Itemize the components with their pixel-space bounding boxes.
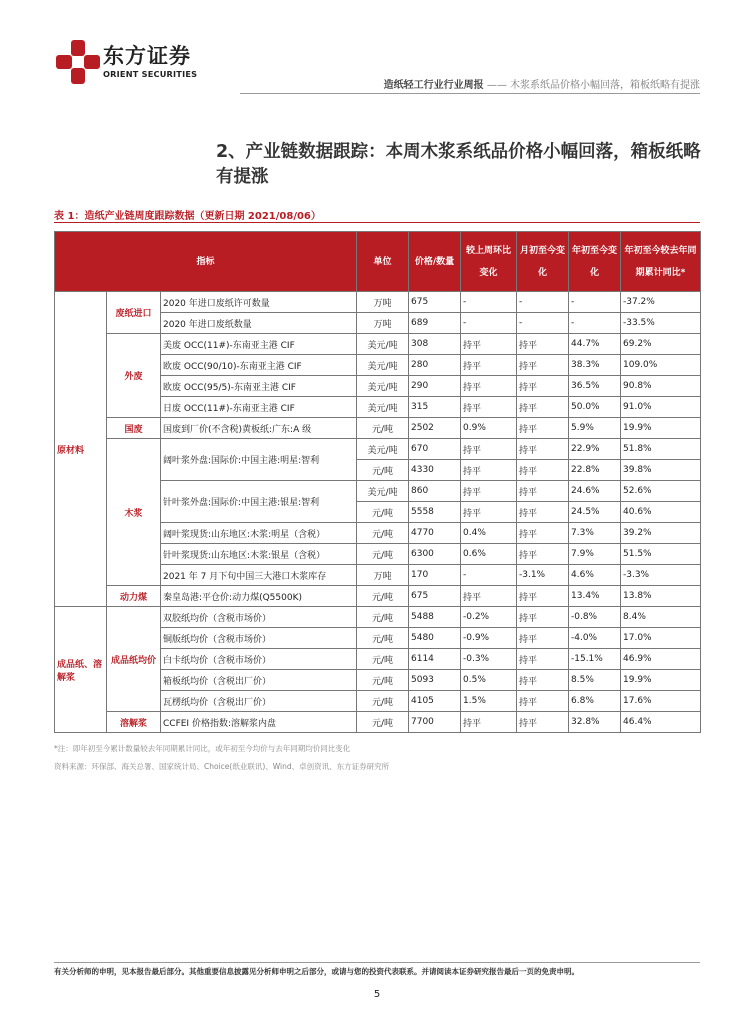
unit-cell: 元/吨 [357,460,409,481]
wow-cell: 持平 [461,334,517,355]
indicator-cell: 双胶纸均价（含税市场价） [161,607,357,628]
wow-cell: 持平 [461,712,517,733]
wow-cell: 持平 [461,502,517,523]
report-header [384,76,700,91]
table-caption: 表 1：造纸产业链周度跟踪数据（更新日期 2021/08/06） [54,211,321,222]
ytd-cell: 8.5% [569,670,621,691]
subgroup-label: 外废 [107,334,161,418]
wow-cell: - [461,292,517,313]
yoy-cell: 19.9% [621,670,701,691]
indicator-cell: 阔叶浆现货:山东地区:木浆:明星（含税） [161,523,357,544]
value-cell: 308 [409,334,461,355]
subgroup-label: 废纸进口 [107,292,161,334]
yoy-cell: 46.9% [621,649,701,670]
yoy-cell: -33.5% [621,313,701,334]
caption-divider [54,222,700,223]
ytd-cell: 13.4% [569,586,621,607]
yoy-cell: 69.2% [621,334,701,355]
ytd-cell: -0.8% [569,607,621,628]
ytd-cell: 6.8% [569,691,621,712]
mtd-cell: 持平 [517,712,569,733]
header-unit: 单位 [357,232,409,292]
mtd-cell: 持平 [517,439,569,460]
mtd-cell: 持平 [517,607,569,628]
unit-cell: 元/吨 [357,544,409,565]
wow-cell: 持平 [461,586,517,607]
unit-cell: 美元/吨 [357,376,409,397]
group-label: 成品纸、溶解浆 [55,607,107,733]
indicator-cell: 欧废 OCC(95/5)-东南亚主港 CIF [161,376,357,397]
mtd-cell: 持平 [517,481,569,502]
value-cell: 689 [409,313,461,334]
wow-cell: 持平 [461,460,517,481]
value-cell: 4105 [409,691,461,712]
unit-cell: 美元/吨 [357,439,409,460]
table-row [55,334,701,355]
yoy-cell: 52.6% [621,481,701,502]
footer-disclaimer: 有关分析师的申明，见本报告最后部分。其他重要信息披露见分析师申明之后部分，或请与您的投资代表联系。并请阅读本证券研究报告最后一页的免责申明。 [54,967,579,976]
ytd-cell: 22.9% [569,439,621,460]
wow-cell: 持平 [461,481,517,502]
wow-cell: -0.9% [461,628,517,649]
value-cell: 5488 [409,607,461,628]
page-number: 5 [373,989,381,1000]
indicator-cell: CCFEI 价格指数:溶解浆内盘 [161,712,357,733]
ytd-cell: - [569,313,621,334]
yoy-cell: 17.0% [621,628,701,649]
ytd-cell: 22.8% [569,460,621,481]
ytd-cell: 38.3% [569,355,621,376]
indicator-cell: 瓦楞纸均价（含税出厂价） [161,691,357,712]
wow-cell: 0.6% [461,544,517,565]
mtd-cell: -3.1% [517,565,569,586]
wow-cell: -0.2% [461,607,517,628]
wow-cell: -0.3% [461,649,517,670]
ytd-cell: 7.3% [569,523,621,544]
ytd-cell: 50.0% [569,397,621,418]
unit-cell: 元/吨 [357,712,409,733]
yoy-cell: 46.4% [621,712,701,733]
ytd-cell: 24.6% [569,481,621,502]
mtd-cell: 持平 [517,523,569,544]
unit-cell: 万吨 [357,313,409,334]
subgroup-label: 动力煤 [107,586,161,607]
indicator-cell: 2020 年进口废纸许可数量 [161,292,357,313]
unit-cell: 元/吨 [357,670,409,691]
report-type: 造纸轻工行业行业周报 [383,80,484,91]
value-cell: 315 [409,397,461,418]
header-mtd: 月初至今变化 [517,232,569,292]
table-note: *注：即年初至今累计数量较去年同期累计同比，或年初至今均价与去年同期均价同比变化 [54,744,351,753]
yoy-cell: 39.8% [621,460,701,481]
subgroup-label: 木浆 [107,439,161,586]
unit-cell: 元/吨 [357,607,409,628]
wow-cell: 0.4% [461,523,517,544]
yoy-cell: 13.8% [621,586,701,607]
group-label: 原材料 [55,292,107,607]
yoy-cell: -37.2% [621,292,701,313]
mtd-cell: 持平 [517,460,569,481]
yoy-cell: 90.8% [621,376,701,397]
mtd-cell: 持平 [517,397,569,418]
value-cell: 860 [409,481,461,502]
unit-cell: 元/吨 [357,586,409,607]
unit-cell: 美元/吨 [357,355,409,376]
mtd-cell: 持平 [517,355,569,376]
unit-cell: 元/吨 [357,523,409,544]
ytd-cell: 36.5% [569,376,621,397]
indicator-cell: 国废到厂价(不含税)黄板纸:广东:A 级 [161,418,357,439]
brand-name-cn: 东方证券 [103,44,191,68]
unit-cell: 元/吨 [357,628,409,649]
value-cell: 4330 [409,460,461,481]
header-separator: —— [483,80,510,91]
mtd-cell: - [517,292,569,313]
wow-cell: 0.5% [461,670,517,691]
header-yoy: 年初至今较去年同期累计同比* [621,232,701,292]
yoy-cell: 40.6% [621,502,701,523]
value-cell: 4770 [409,523,461,544]
indicator-cell: 白卡纸均价（含税市场价） [161,649,357,670]
unit-cell: 美元/吨 [357,334,409,355]
ytd-cell: 32.8% [569,712,621,733]
indicator-cell: 铜版纸均价（含税市场价） [161,628,357,649]
ytd-cell: -4.0% [569,628,621,649]
indicator-cell: 阔叶浆外盘:国际价:中国主港:明星:智利 [161,439,357,481]
data-source: 资料来源：环保部、海关总署、国家统计局、Choice(纸业联讯)、Wind、卓创资讯、东方证券研究所 [54,762,390,771]
indicator-cell: 2020 年进口废纸数量 [161,313,357,334]
ytd-cell: 7.9% [569,544,621,565]
unit-cell: 元/吨 [357,418,409,439]
value-cell: 2502 [409,418,461,439]
wow-cell: 0.9% [461,418,517,439]
section-title: 2、产业链数据跟踪：本周木浆系纸品价格小幅回落，箱板纸略有提涨 [216,142,701,187]
value-cell: 675 [409,292,461,313]
unit-cell: 美元/吨 [357,481,409,502]
value-cell: 170 [409,565,461,586]
table-row [55,586,701,607]
yoy-cell: 91.0% [621,397,701,418]
mtd-cell: 持平 [517,418,569,439]
unit-cell: 美元/吨 [357,397,409,418]
yoy-cell: 51.5% [621,544,701,565]
header-ytd: 年初至今变化 [569,232,621,292]
mtd-cell: 持平 [517,586,569,607]
table-row [55,292,701,313]
yoy-cell: 109.0% [621,355,701,376]
yoy-cell: 51.8% [621,439,701,460]
ytd-cell: 4.6% [569,565,621,586]
ytd-cell: 44.7% [569,334,621,355]
unit-cell: 元/吨 [357,691,409,712]
mtd-cell: 持平 [517,502,569,523]
indicator-cell: 欧废 OCC(90/10)-东南亚主港 CIF [161,355,357,376]
table-row [55,607,701,628]
table-row [55,418,701,439]
ytd-cell: - [569,292,621,313]
mtd-cell: 持平 [517,628,569,649]
yoy-cell: 39.2% [621,523,701,544]
unit-cell: 万吨 [357,292,409,313]
wow-cell: 持平 [461,397,517,418]
value-cell: 280 [409,355,461,376]
ytd-cell: 5.9% [569,418,621,439]
ytd-cell: -15.1% [569,649,621,670]
value-cell: 7700 [409,712,461,733]
table-row [55,712,701,733]
value-cell: 6114 [409,649,461,670]
indicator-cell: 日废 OCC(11#)-东南亚主港 CIF [161,397,357,418]
indicator-cell: 美废 OCC(11#)-东南亚主港 CIF [161,334,357,355]
yoy-cell: 8.4% [621,607,701,628]
mtd-cell: - [517,313,569,334]
value-cell: 5093 [409,670,461,691]
report-subtitle: 木浆系纸品价格小幅回落，箱板纸略有提涨 [510,80,700,91]
header-indicator: 指标 [55,232,357,292]
wow-cell: 持平 [461,439,517,460]
industry-chain-table [54,231,701,733]
wow-cell: 1.5% [461,691,517,712]
indicator-cell: 针叶浆现货:山东地区:木浆:银星（含税） [161,544,357,565]
indicator-cell: 秦皇岛港:平仓价:动力煤(Q5500K) [161,586,357,607]
footer-divider [54,962,700,963]
header-wow: 较上周环比变化 [461,232,517,292]
mtd-cell: 持平 [517,544,569,565]
subgroup-label: 溶解浆 [107,712,161,733]
mtd-cell: 持平 [517,670,569,691]
value-cell: 5480 [409,628,461,649]
table-row [55,439,701,460]
ytd-cell: 24.5% [569,502,621,523]
indicator-cell: 2021 年 7 月下旬中国三大港口木浆库存 [161,565,357,586]
brand-name-en: ORIENT SECURITIES [103,69,198,79]
yoy-cell: -3.3% [621,565,701,586]
subgroup-label: 成品纸均价 [107,607,161,712]
wow-cell: - [461,565,517,586]
mtd-cell: 持平 [517,376,569,397]
header-value: 价格/数量 [409,232,461,292]
unit-cell: 万吨 [357,565,409,586]
yoy-cell: 19.9% [621,418,701,439]
mtd-cell: 持平 [517,649,569,670]
wow-cell: 持平 [461,376,517,397]
value-cell: 5558 [409,502,461,523]
mtd-cell: 持平 [517,334,569,355]
subgroup-label: 国废 [107,418,161,439]
yoy-cell: 17.6% [621,691,701,712]
mtd-cell: 持平 [517,691,569,712]
wow-cell: 持平 [461,355,517,376]
value-cell: 670 [409,439,461,460]
indicator-cell: 箱板纸均价（含税出厂价） [161,670,357,691]
value-cell: 675 [409,586,461,607]
unit-cell: 元/吨 [357,649,409,670]
header-divider [240,93,700,94]
table-header-row [55,232,701,292]
wow-cell: - [461,313,517,334]
unit-cell: 元/吨 [357,502,409,523]
indicator-cell: 针叶浆外盘:国际价:中国主港:银星:智利 [161,481,357,523]
value-cell: 290 [409,376,461,397]
value-cell: 6300 [409,544,461,565]
